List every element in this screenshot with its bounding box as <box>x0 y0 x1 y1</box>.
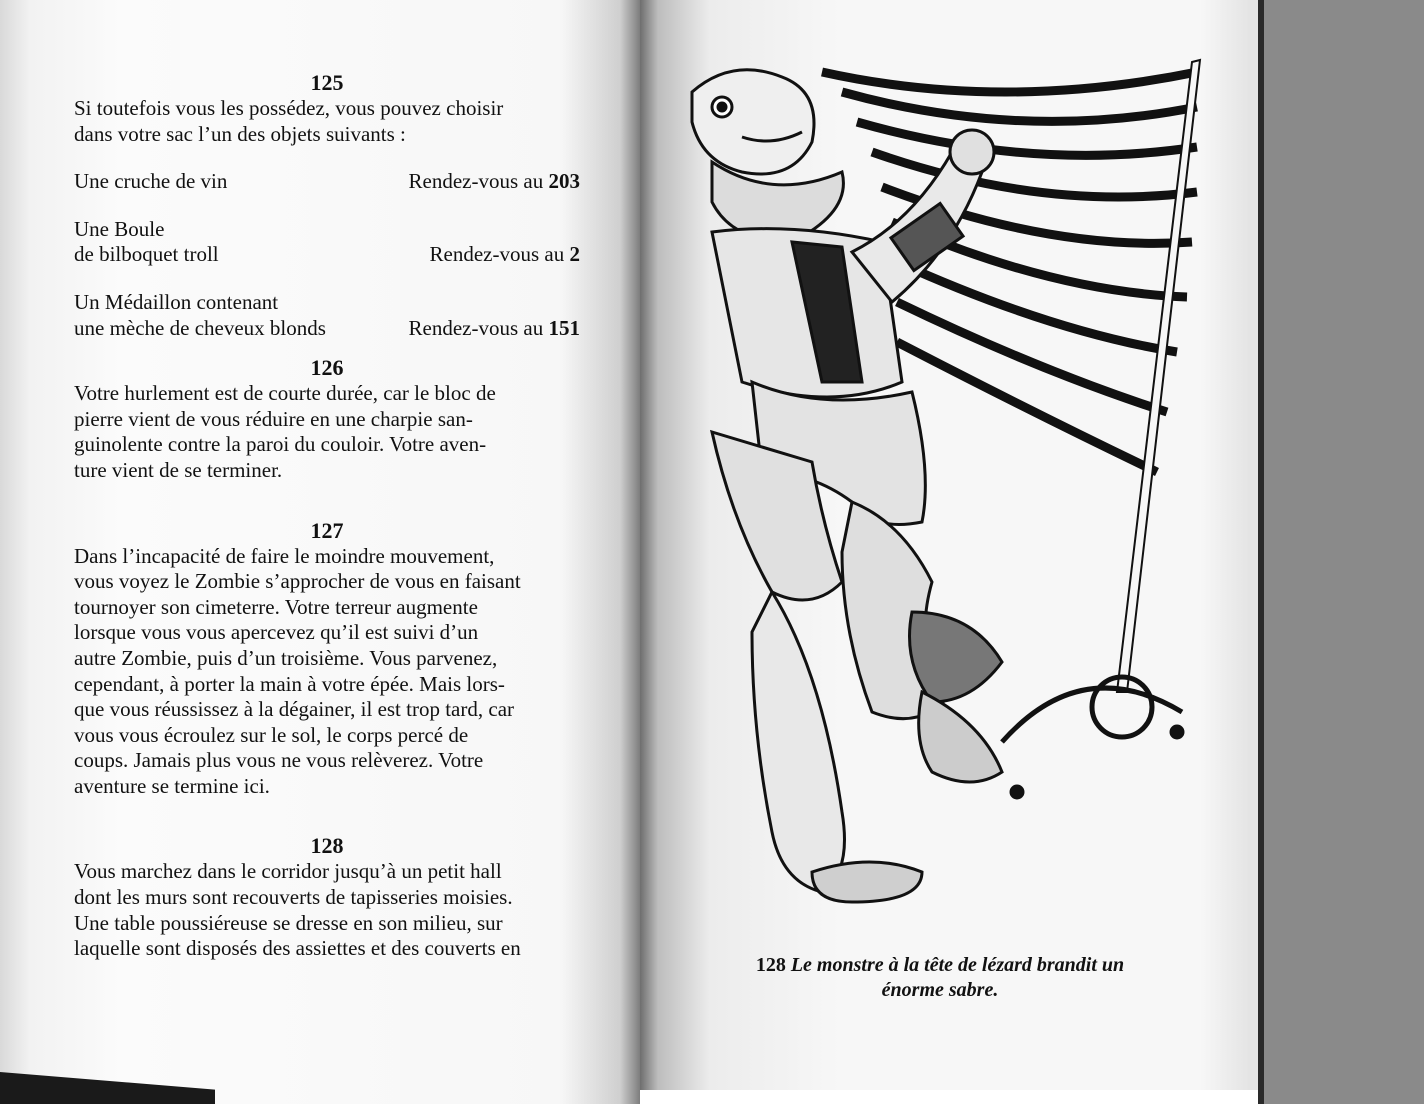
text-line: dans votre sac l’un des objets suivants : <box>74 121 406 146</box>
goto-number: 151 <box>548 315 580 340</box>
monster-figure <box>692 70 1002 902</box>
goto-prefix: Rendez-vous au <box>408 315 549 340</box>
text-line: vous voyez le Zombie s’approcher de vous en faisant <box>74 569 521 594</box>
goto-prefix: Rendez-vous au <box>429 242 570 267</box>
choice-goto <box>430 242 580 268</box>
choice-item: Une cruche de vin <box>74 169 228 194</box>
section-125-intro <box>74 96 580 147</box>
choice-row <box>74 169 580 195</box>
text-line: aventure se termine ici. <box>74 773 270 798</box>
section-126-text <box>74 381 580 483</box>
text-line: vous vous écroulez sur le sol, le corps percé de <box>74 722 469 747</box>
choice-item: une mèche de cheveux blonds <box>74 315 326 340</box>
text-line: Vous marchez dans le corridor jusqu’à un petit hall <box>74 859 502 884</box>
text-line: Votre hurlement est de courte durée, car le bloc de <box>74 381 496 406</box>
section-number: 128 <box>310 833 344 859</box>
choice-item: Une Boule <box>74 216 165 241</box>
caption-text-line2: énorme sabre. <box>881 979 999 1001</box>
section-number: 125 <box>310 70 344 95</box>
text-line: tournoyer son cimeterre. Votre terreur augmente <box>74 594 478 619</box>
text-line: coups. Jamais plus vous ne vous relèverez. Votre <box>74 748 484 773</box>
text-line: autre Zombie, puis d’un troisième. Vous parvenez, <box>74 645 498 670</box>
illustration-caption <box>690 953 1190 1003</box>
text-line: Si toutefois vous les possédez, vous pouvez choisir <box>74 96 504 120</box>
left-page-text <box>74 70 580 962</box>
caption-text-line1: Le monstre à la tête de lézard brandit un <box>790 954 1125 976</box>
text-line: ture vient de se terminer. <box>74 457 283 482</box>
choice-row <box>74 316 580 342</box>
goto-number: 203 <box>548 169 580 194</box>
caption-number: 128 <box>755 954 786 976</box>
choice-item: Un Médaillon contenant <box>74 289 279 314</box>
goto-number: 2 <box>569 242 580 267</box>
section-number: 126 <box>310 355 344 381</box>
text-line: guinolente contre la paroi du couloir. Votre aven- <box>74 432 487 457</box>
section-127-text <box>74 544 580 800</box>
section-number: 127 <box>310 517 344 543</box>
text-line: Dans l’incapacité de faire le moindre mouvement, <box>74 543 495 568</box>
section-128-text <box>74 859 580 961</box>
scan-background <box>1262 0 1424 1104</box>
sabre <box>1002 60 1200 799</box>
choice-goto <box>409 316 580 342</box>
choice-row <box>74 242 580 268</box>
text-line: Une table poussiéreuse se dresse en son milieu, sur <box>74 910 503 935</box>
choice-item: de bilboquet troll <box>74 242 219 267</box>
text-line: cependant, à porter la main à votre épée. Mais lors- <box>74 671 505 696</box>
text-line: pierre vient de vous réduire en une charpie san- <box>74 406 473 431</box>
choice-goto <box>409 169 580 195</box>
text-line: lorsque vous vous apercevez qu’il est suivi d’un <box>74 620 479 645</box>
text-line: que vous réussissez à la dégainer, il est trop tard, car <box>74 697 515 722</box>
ink-illustration <box>672 52 1202 952</box>
goto-prefix: Rendez-vous au <box>408 169 549 194</box>
text-line: laquelle sont disposés des assiettes et des couverts en <box>74 936 521 961</box>
text-line: dont les murs sont recouverts de tapisseries moisies. <box>74 885 513 910</box>
